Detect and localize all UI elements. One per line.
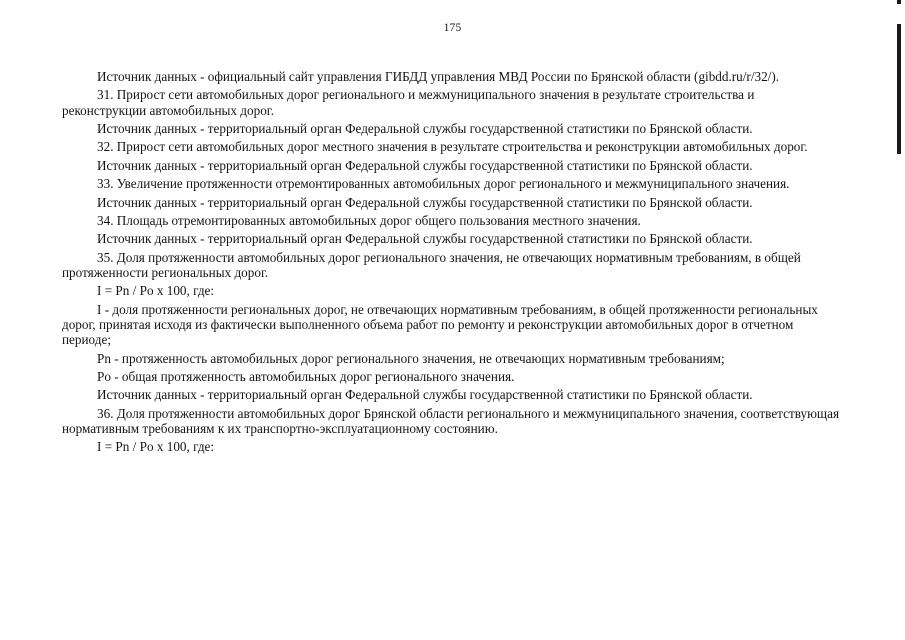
document-body [62,69,840,458]
paragraph-source-stat: Источник данных - территориальный орган Федеральной службы государственной статистики по Брянской области. [97,194,753,210]
paragraph-item-36: 36. Доля протяженности автомобильных дорог Брянской области регионального и межмуниципального значения, соответствующая нормативным требованиям к их транспортно-эксплуатационному состоянию. [62,405,840,436]
paragraph-source-stat: Источник данных - территориальный орган Федеральной службы государственной статистики по Брянской области. [97,120,753,136]
formula-line: I = Pn / Po x 100, где: [97,283,215,299]
paragraph-source-stat: Источник данных - территориальный орган Федеральной службы государственной статистики по Брянской области. [97,231,753,247]
paragraph-source-gibdd: Источник данных - официальный сайт управления ГИБДД управления МВД России по Брянской области (gibdd.ru/r/32/). [97,69,780,84]
paragraph-item-35: 35. Доля протяженности автомобильных дорог регионального значения, не отвечающих нормативным требованиям, в общей протяженности региональных дорог. [62,249,801,280]
edge-mark-binding-bar [897,24,901,154]
paragraph-item-32: 32. Прирост сети автомобильных дорог местного значения в результате строительства и реконструкции автомобильных дорог. [97,139,808,155]
definition-i: I - доля протяженности региональных дорог, не отвечающих нормативным требованиям, в общей протяженности региональных дорог, принятая исходя из фактически выполненного объема работ по ремонту и реконструкции автомобильных дорог в отчетном периоде; [62,301,818,348]
paragraph-item-33: 33. Увеличение протяженности отремонтированных автомобильных дорог регионального и межмуниципального значения. [97,176,790,192]
paragraph-source-stat: Источник данных - территориальный орган Федеральной службы государственной статистики по Брянской области. [97,387,753,403]
formula-line: I = Pn / Po x 100, где: [97,439,215,455]
definition-pn: Pn - протяженность автомобильных дорог регионального значения, не отвечающих нормативным требованиям; [97,350,725,366]
paragraph-item-31: 31. Прирост сети автомобильных дорог регионального и межмуниципального значения в результате строительства и реконструкции автомобильных дорог. [62,87,755,118]
paragraph-source-stat: Источник данных - территориальный орган Федеральной службы государственной статистики по Брянской области. [97,157,753,173]
edge-mark-top [897,0,901,4]
page-number: 175 [443,22,462,34]
definition-po: Po - общая протяженность автомобильных дорог регионального значения. [97,368,515,384]
paragraph-item-34: 34. Площадь отремонтированных автомобильных дорог общего пользования местного значения. [97,212,641,228]
